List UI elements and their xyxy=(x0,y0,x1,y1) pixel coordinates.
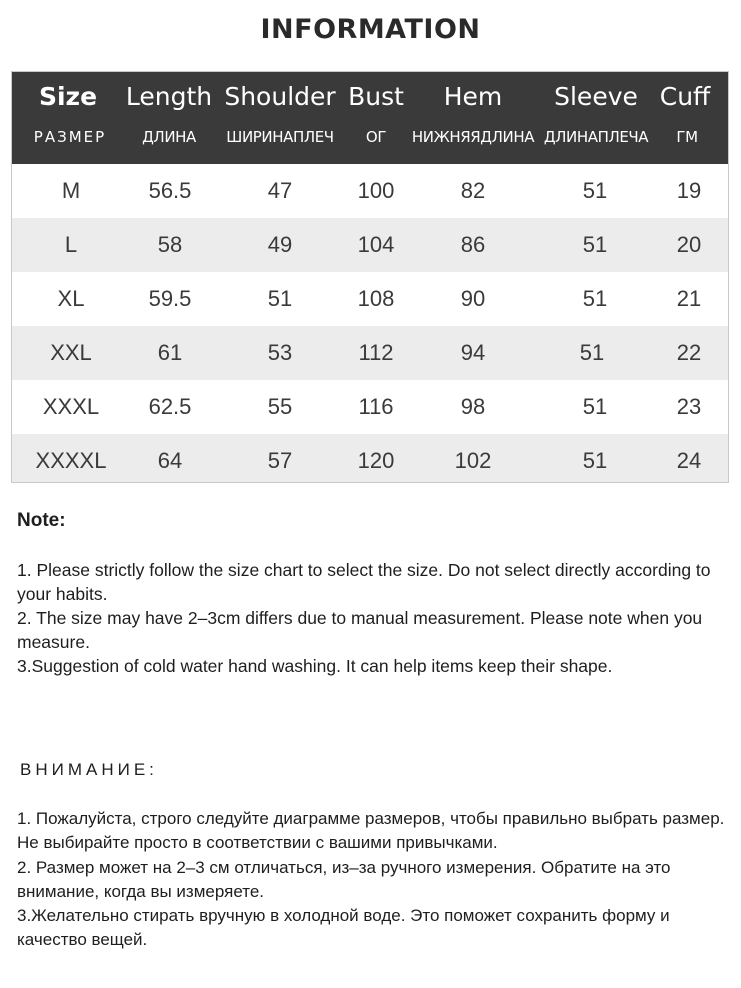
cell-cuff: 19 xyxy=(676,178,702,203)
cell-size: XXXXL xyxy=(35,448,107,473)
header-size-ru: РАЗМЕР xyxy=(33,128,107,146)
cell-bust: 120 xyxy=(357,448,395,473)
header-hem: Hem xyxy=(443,82,503,111)
cell-bust: 112 xyxy=(358,340,394,365)
note-heading-ru: ВНИМАНИЕ: xyxy=(20,760,158,779)
cell-cuff: 20 xyxy=(676,232,702,257)
table-row xyxy=(12,218,728,272)
header-length-ru: ДЛИНА xyxy=(142,128,196,146)
cell-bust: 104 xyxy=(357,232,395,257)
table-row xyxy=(12,380,728,434)
note-list xyxy=(17,558,717,678)
cell-length: 64 xyxy=(157,448,183,473)
header-size: Size xyxy=(38,82,98,111)
note-item-ru: 3.Желательно стирать вручную в холодной воде. Это поможет сохранить форму и качество вещей. xyxy=(17,906,670,950)
header-bust: Bust xyxy=(348,82,404,111)
table-row xyxy=(12,326,728,380)
header-bust-ru: ОГ xyxy=(365,128,387,146)
cell-shoulder: 51 xyxy=(267,286,293,311)
cell-hem: 94 xyxy=(460,340,486,365)
cell-size: XL xyxy=(57,286,85,311)
cell-size: L xyxy=(64,232,78,257)
table-row xyxy=(12,164,728,218)
note-list-ru xyxy=(17,807,727,953)
cell-sleeve: 51 xyxy=(582,394,608,419)
cell-length: 58 xyxy=(157,232,183,257)
cell-shoulder: 53 xyxy=(267,340,293,365)
cell-hem: 86 xyxy=(460,232,486,257)
header-hem-ru: НИЖНЯЯДЛИНА xyxy=(411,128,535,146)
cell-cuff: 22 xyxy=(676,340,702,365)
note-item: 1. Please strictly follow the size chart to select the size. Do not select directly according to your habits. xyxy=(17,560,711,604)
header-cuff: Cuff xyxy=(659,82,711,111)
cell-hem: 90 xyxy=(460,286,486,311)
table-row xyxy=(12,272,728,326)
cell-shoulder: 47 xyxy=(267,178,293,203)
cell-hem: 102 xyxy=(454,448,492,473)
note-item-ru: 2. Размер может на 2–3 см отличаться, из–за ручного измерения. Обратите на это внимание, когда вы измеряете. xyxy=(17,857,671,901)
cell-sleeve: 51 xyxy=(582,286,608,311)
cell-cuff: 23 xyxy=(676,394,702,419)
cell-cuff: 21 xyxy=(676,286,702,311)
note-item: 2. The size may have 2–3cm differs due to manual measurement. Please note when you measure. xyxy=(17,608,703,652)
table-header xyxy=(12,72,728,164)
cell-size: M xyxy=(61,178,81,203)
cell-sleeve: 51 xyxy=(582,178,608,203)
cell-length: 56.5 xyxy=(148,178,192,203)
size-chart-table xyxy=(11,71,729,483)
cell-shoulder: 49 xyxy=(267,232,293,257)
page-title: INFORMATION xyxy=(260,14,481,45)
cell-size: XXL xyxy=(50,340,92,365)
cell-bust: 100 xyxy=(357,178,395,203)
header-shoulder-ru: ШИРИНАПЛЕЧ xyxy=(226,128,334,146)
header-sleeve-ru: ДЛИНАПЛЕЧА xyxy=(543,128,649,146)
header-length: Length xyxy=(125,82,213,111)
cell-bust: 116 xyxy=(358,394,394,419)
cell-hem: 82 xyxy=(460,178,486,203)
cell-hem: 98 xyxy=(460,394,486,419)
note-item: 3.Suggestion of cold water hand washing. It can help items keep their shape. xyxy=(17,656,613,676)
cell-sleeve: 51 xyxy=(579,340,605,365)
cell-cuff: 24 xyxy=(676,448,702,473)
cell-length: 59.5 xyxy=(148,286,192,311)
cell-sleeve: 51 xyxy=(582,232,608,257)
cell-sleeve: 51 xyxy=(582,448,608,473)
note-heading: Note: xyxy=(17,510,66,531)
header-sleeve: Sleeve xyxy=(554,82,638,111)
cell-size: XXXL xyxy=(42,394,100,419)
cell-bust: 108 xyxy=(357,286,395,311)
table-row xyxy=(12,434,728,482)
cell-length: 62.5 xyxy=(148,394,192,419)
cell-length: 61 xyxy=(157,340,183,365)
header-cuff-ru: ГМ xyxy=(676,128,698,146)
header-shoulder: Shoulder xyxy=(224,82,336,111)
note-item-ru: 1. Пожалуйста, строго следуйте диаграмме размеров, чтобы правильно выбрать размер. Не выбирайте просто в соответствии с вашими привычками. xyxy=(17,809,725,853)
cell-shoulder: 57 xyxy=(267,448,293,473)
cell-shoulder: 55 xyxy=(267,394,293,419)
